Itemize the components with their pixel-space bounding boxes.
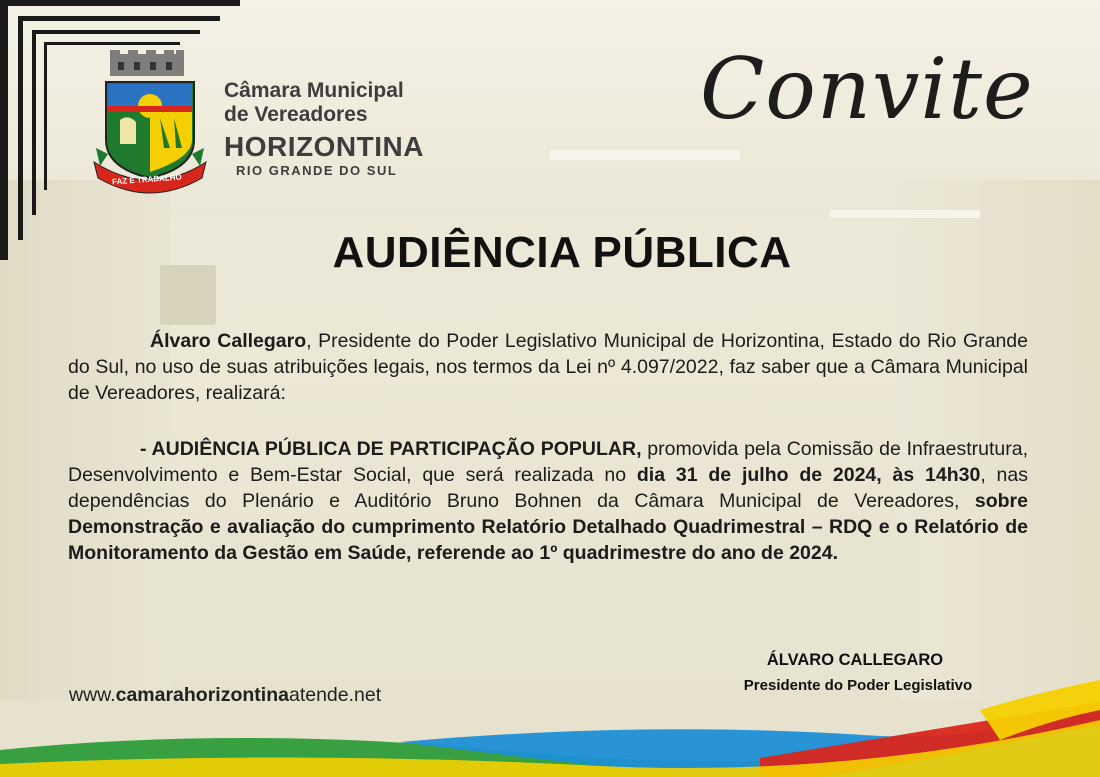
page-title: AUDIÊNCIA PÚBLICA [332,228,792,277]
script-title-convite: Convite [700,40,1034,138]
event-subject: sobre Demonstração e avaliação do cumprimento Relatório Detalhado Quadrimestral – RDQ e o Relatório de Monitoramento da Gestão em Saúde, referende ao 1º quadrimestre do ano de 2024. [68,490,1028,564]
intro-text: , Presidente do Poder Legislativo Municipal de Horizontina, Estado do Rio Grande do Sul, no uso de suas atribuições legais, nos termos da Lei nº 4.097/2022, faz saber que a Câmara Municipal de Vereadores, realizará: [68,330,1028,404]
background-light [830,210,980,218]
event-title: - AUDIÊNCIA PÚBLICA DE PARTICIPAÇÃO POPULAR, [140,438,642,460]
website-prefix: www. [69,684,116,706]
signature-role: Presidente do Poder Legislativo [743,677,973,694]
event-text-2: , nas dependências do Plenário e Auditório Bruno Bohnen da Câmara Municipal de Vereadores, [68,464,1029,512]
website-suffix: atende.net [288,684,382,706]
color-waves-decoration [0,680,1100,777]
event-date: dia 31 de julho de 2024, às 14h30 [636,464,981,486]
crest-motto: FAZ E TRABALHO [111,172,183,187]
event-paragraph [68,436,1028,566]
president-name: Álvaro Callegaro [150,330,307,352]
website-domain: camarahorizontina [115,684,289,706]
event-text-1: promovida pela Comissão de Infraestrutura, Desenvolvimento e Bem-Estar Social, que será realizada no [68,438,1028,486]
org-name: HORIZONTINA [224,131,424,162]
org-line-1: Câmara Municipal [224,79,404,102]
org-line-2: de Vereadores [224,103,368,126]
org-state: RIO GRANDE DO SUL [236,163,398,178]
signature-name: ÁLVARO CALLEGARO [766,651,944,669]
background-light [550,150,740,160]
intro-paragraph [68,328,1028,406]
